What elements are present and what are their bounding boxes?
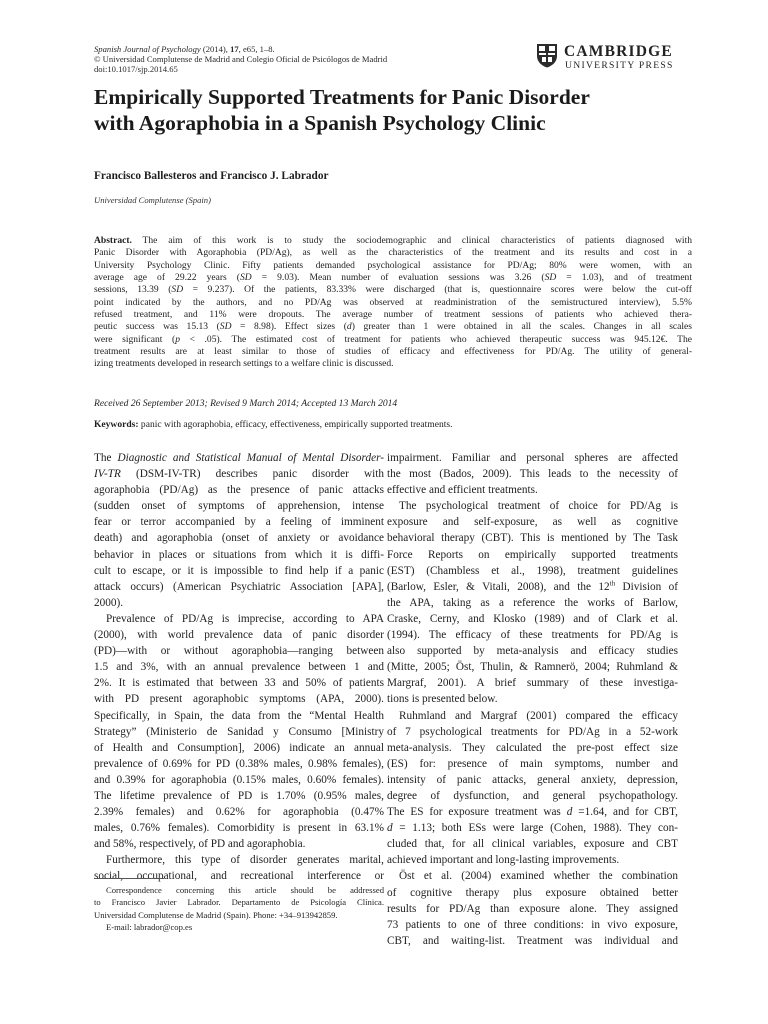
body-line: 2.39% females) and 0.62% for agoraphobia (0.47% — [94, 806, 384, 819]
crest-icon — [536, 43, 558, 68]
body-line: (2000), with world prevalence data of panic disorder — [94, 629, 384, 642]
author-affiliation: Universidad Complutense (Spain) — [94, 195, 211, 205]
body-line: behavioral therapy (CBT). This is mentioned by The Task — [387, 532, 678, 545]
keywords — [94, 419, 453, 430]
abstract-line: were significant (p < .05). The estimated cost of treatment for patients who achieved therapeutic success was 945.12€. The — [94, 333, 692, 345]
body-line: Strategy” (Ministerio de Sanidad y Consumo [Ministry — [94, 725, 384, 738]
abstract-line: treatment results are at least similar to those of studies of efficacy and effectiveness for PD/Ag. The utility of general- — [94, 346, 692, 358]
abstract-label: Abstract. — [94, 235, 132, 246]
body-line: 1.5 and 3%, with an annual prevalence between 1 and — [94, 661, 384, 674]
body-line: exposure and self-exposure, as well as cognitive — [387, 516, 678, 529]
body-line: achieved important and long-lasting improvements. — [387, 854, 620, 867]
body-line: cluded that, for all clinical variables, exposure and CBT — [387, 838, 678, 851]
body-line: IV-TR (DSM-IV-TR) describes panic disorder with — [94, 468, 384, 481]
body-line: (PD)—with or without agoraphobia—ranging between — [94, 645, 384, 658]
body-line: with PD present agoraphobic symptoms (APA, 2000). — [94, 693, 384, 706]
journal-volume: 17 — [230, 44, 239, 54]
journal-citation — [94, 44, 424, 74]
body-line: Prevalence of PD/Ag is imprecise, according to APA — [106, 612, 384, 625]
article-dates: Received 26 September 2013; Revised 9 March 2014; Accepted 13 March 2014 — [94, 398, 398, 409]
body-line: (1994). The efficacy of these treatments for PD/Ag is — [387, 629, 678, 642]
copyright-line: © Universidad Complutense de Madrid and Colegio Oficial de Psicólogos de Madrid — [94, 54, 388, 64]
body-line: tions is presented below. — [387, 693, 498, 706]
body-line: fear or terror accompanied by a feeling of imminent — [94, 516, 384, 529]
abstract-line: izing treatments developed in research settings to a welfare clinic is discussed. — [94, 358, 394, 370]
body-line: and 58%, respectively, of PD and agoraphobia. — [94, 838, 306, 851]
body-line: meta-analysis. They calculated the pre-post effect size — [387, 741, 678, 754]
body-line: (Barlow, Esler, & Vitali, 2008), and the 12th Division of — [387, 579, 678, 593]
body-line: degree of dysfunction, and general psychopathology. — [387, 789, 678, 802]
abstract-line: point indicated by the authors, and no PD/Ag was observed at readministration of the semistructured interview), 5.5% — [94, 296, 692, 308]
body-line: social, occupational, and recreational interference or — [94, 870, 384, 883]
body-line: the APA, taking as a reference the works of Barlow, — [387, 596, 678, 609]
body-line: intensity of panic attacks, general anxiety, depression, — [387, 773, 678, 786]
abstract-line: peutic success was 15.13 (SD = 8.98). Effect sizes (d) greater than 1 were obtained in all the scales. Changes in all scales — [94, 321, 693, 333]
body-line: agoraphobia (PD/Ag) as the presence of panic attacks — [94, 484, 384, 497]
keywords-label: Keywords: — [94, 419, 139, 430]
abstract-line: Abstract. The aim of this work is to study the sociodemographic and clinical characteristics of patients diagnosed with — [94, 235, 692, 246]
article-title — [94, 84, 694, 136]
body-line: Furthermore, this type of disorder generates marital, — [106, 854, 384, 867]
citation-line: Spanish Journal of Psychology (2014), 17, e65, 1–8. — [94, 44, 275, 54]
body-line: The ES for exposure treatment was d =1.64, and for CBT, — [387, 806, 678, 819]
body-line: of cognitive therapy plus exposure obtained better — [387, 886, 678, 899]
body-line: Specifically, in Spain, the data from the “Mental Health — [94, 709, 384, 722]
body-line: results for PD/Ag than exposure alone. They assigned — [387, 902, 678, 915]
body-line: prevalence of 0.69% for PD (0.38% males, 0.98% females), — [94, 757, 384, 770]
body-line: impairment. Familiar and personal spheres are affected — [387, 452, 678, 464]
abstract-line: average age of 29.22 years (SD = 9.03). Mean number of evaluation sessions was 3.26 (SD = 1.03), and of treatment — [94, 272, 692, 284]
abstract-line: University Psychology Clinic. Fifty patients demanded psychological assistance for PD/Ag; 80% were women, with an — [94, 259, 692, 271]
body-line: Force Reports on empirically supported treatments — [387, 548, 678, 561]
body-line: males, 0.76% females). Comorbidity is present in 63.1% — [94, 822, 384, 835]
body-line: 2000). — [94, 596, 124, 609]
body-line: The Diagnostic and Statistical Manual of Mental Disorder- — [94, 452, 384, 464]
publisher-subtitle: UNIVERSITY PRESS — [565, 60, 674, 71]
body-line: 73 patients to one of three conditions: in vivo exposure, — [387, 918, 678, 931]
body-line: Margraf, 2001). A brief summary of these investiga- — [387, 677, 678, 690]
journal-name: Spanish Journal of Psychology — [94, 44, 201, 54]
footnote-line: Universidad Complutense de Madrid (Spain). Phone: +34–913942859. — [94, 909, 338, 920]
abstract-line: refused treatment, and 11% were dropouts. The average number of treatment sessions of patients who achieved thera- — [94, 309, 692, 321]
article-authors: Francisco Ballesteros and Francisco J. Labrador — [94, 170, 329, 182]
body-line: Öst et al. (2004) examined whether the combination — [399, 870, 678, 883]
body-column-right — [387, 450, 678, 949]
footnote-rule — [94, 878, 164, 879]
footnote-line: to Francisco Javier Labrador. Departamento de Psicología Clínica. — [94, 897, 384, 908]
body-line: of 7 psychological treatments for PD/Ag in a 52-work — [387, 725, 678, 738]
body-line: (EST) (Chambless et al., 1998), treatment guidelines — [387, 564, 678, 577]
abstract-line: sessions, 13.39 (SD = 9.237). Of the patients, 83.33% were discharged (that is, questionnaire scores were below the cut-off — [94, 284, 692, 296]
abstract — [94, 235, 692, 371]
body-line: also supported by meta-analysis and efficacy studies — [387, 645, 678, 658]
correspondence-footnote — [94, 884, 384, 934]
publisher-name: CAMBRIDGE — [564, 43, 673, 60]
body-line: 2%. It is estimated that between 33 and 50% of patients — [94, 677, 384, 690]
body-line: Ruhmland and Margraf (2001) compared the efficacy — [399, 709, 678, 722]
body-line: (Mitte, 2005; Öst, Thulin, & Ramnerö, 2004; Ruhmland & — [387, 661, 678, 674]
body-line: and 0.39% for agoraphobia (0.15% males, 0.60% females). — [94, 773, 384, 786]
doi-line: doi:10.1017/sjp.2014.65 — [94, 64, 178, 74]
footnote-line: Correspondence concerning this article should be addressed — [106, 885, 384, 895]
body-line: (ES) for: presence of main symptoms, number and — [387, 757, 678, 770]
body-line: The psychological treatment of choice for PD/Ag is — [399, 500, 678, 513]
body-line: behavior in places or situations from which it is diffi- — [94, 548, 384, 561]
title-line: with Agoraphobia in a Spanish Psychology Clinic — [94, 111, 546, 135]
body-line: death) and agoraphobia (onset of anxiety or avoidance — [94, 532, 384, 545]
keywords-text: panic with agoraphobia, efficacy, effectiveness, empirically supported treatments. — [138, 419, 453, 430]
footnote-line: E-mail: labrador@cop.es — [106, 922, 193, 933]
title-line: Empirically Supported Treatments for Panic Disorder — [94, 85, 590, 109]
body-line: of Health and Consumption], 2006) indicate an annual — [94, 741, 384, 754]
body-column-left — [94, 450, 384, 885]
body-line: (sudden onset of symptoms of apprehension, intense — [94, 500, 384, 513]
abstract-line: Panic Disorder with Agoraphobia (PD/Ag), as well as the characteristics of the treatment and its results and cost in a — [94, 247, 692, 259]
body-line: The lifetime prevalence of PD is 1.70% (0.95% males, — [94, 789, 384, 802]
body-line: attack occurs) (American Psychiatric Association [APA], — [94, 580, 384, 593]
body-line: effective and efficient treatments. — [387, 484, 538, 497]
body-line: the most (Bados, 2009). This leads to the necessity of — [387, 468, 678, 481]
publisher-logo — [536, 42, 688, 72]
body-line: cult to escape, or it is impossible to find help if a panic — [94, 564, 384, 577]
body-line: d = 1.13; both ESs were large (Cohen, 1988). They con- — [387, 822, 678, 835]
body-line: CBT, and waiting-list. Treatment was individual and — [387, 934, 678, 947]
body-line: Craske, Cerny, and Klosko (1989) and of Clark et al. — [387, 612, 678, 625]
